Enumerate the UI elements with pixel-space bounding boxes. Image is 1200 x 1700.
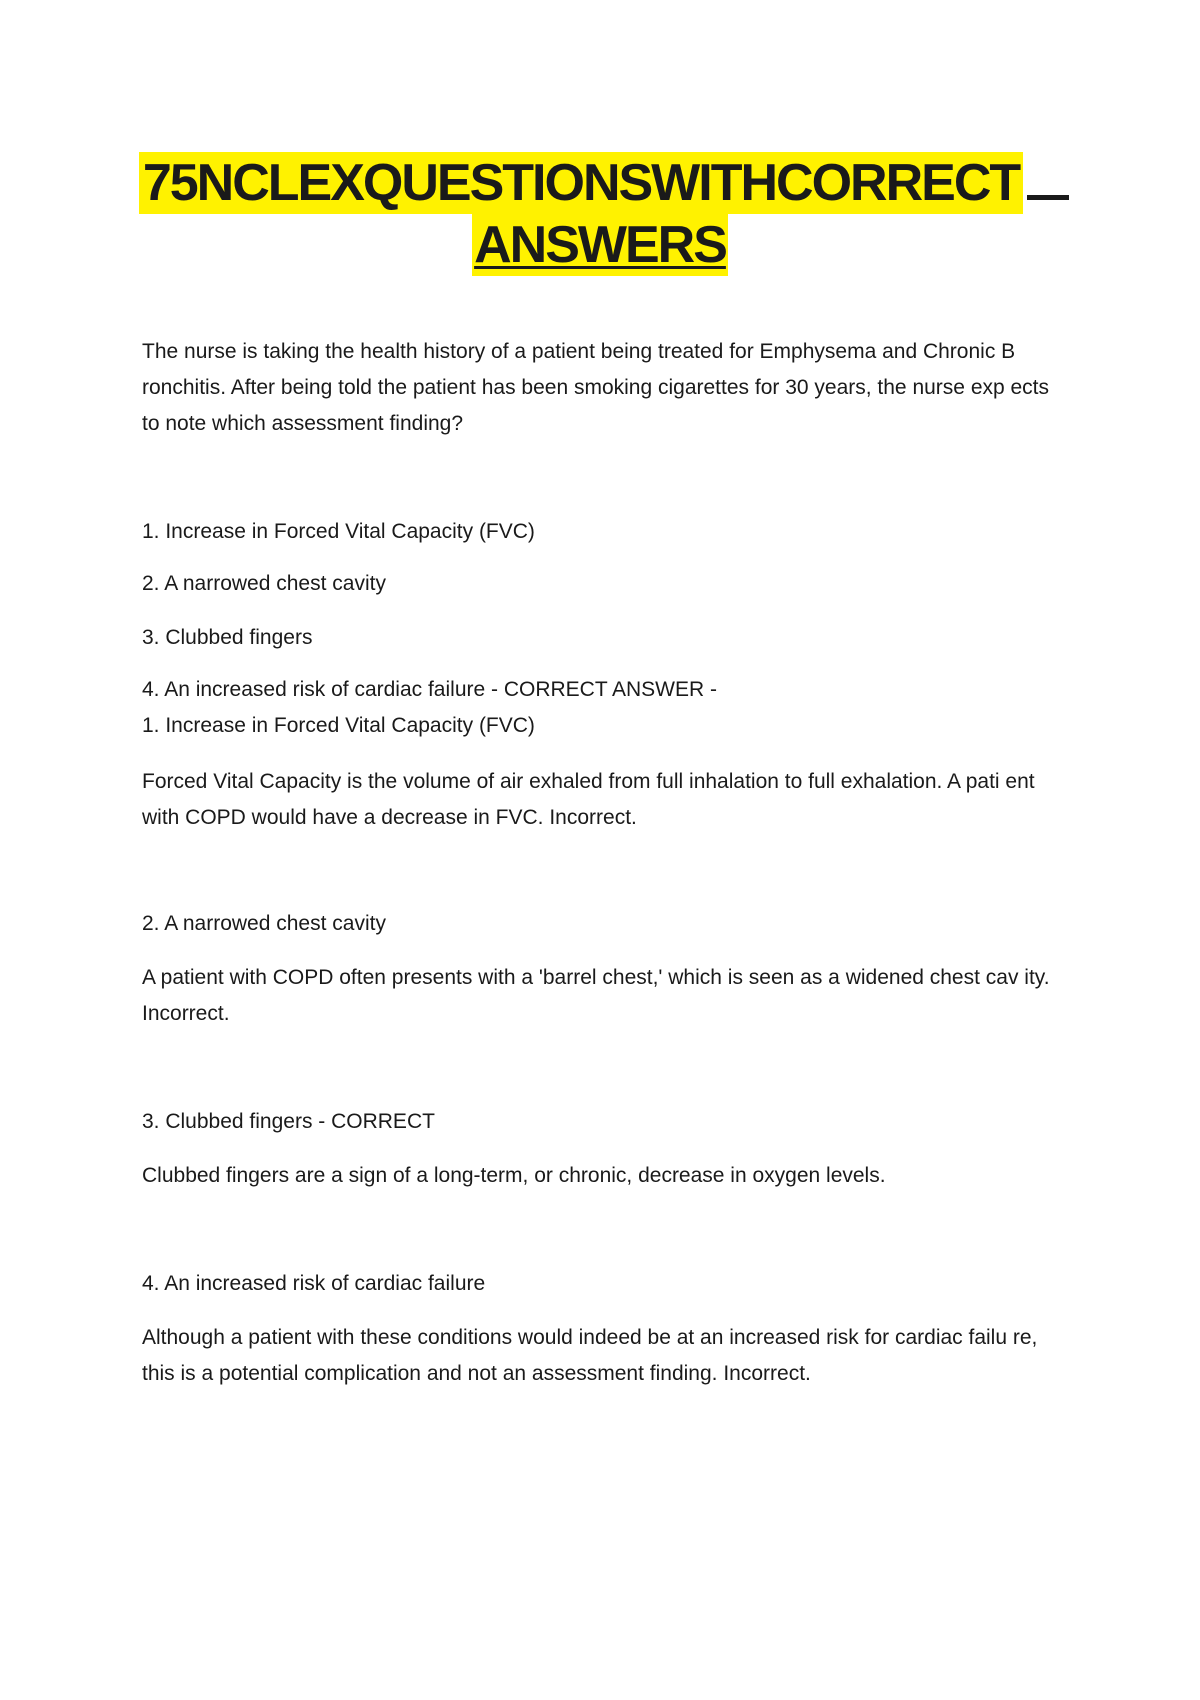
document-title <box>0 152 1200 276</box>
explanation-1-heading: 1. Increase in Forced Vital Capacity (FVC) <box>142 714 535 737</box>
title-line-2: ANSWERS <box>474 216 726 274</box>
explanation-2-text: A patient with COPD often presents with a 'barrel chest,' which is seen as a widened chest cav ity. Incorrect. <box>142 966 1050 1025</box>
option-4: 4. An increased risk of cardiac failure - CORRECT ANSWER - <box>142 678 717 701</box>
explanation-3-heading: 3. Clubbed fingers - CORRECT <box>142 1110 435 1133</box>
title-line-1: 75NCLEXQUESTIONSWITHCORRECT <box>139 152 1023 214</box>
explanation-4-heading: 4. An increased risk of cardiac failure <box>142 1272 486 1295</box>
title-underscore-mark <box>1027 195 1069 200</box>
option-2: 2. A narrowed chest cavity <box>142 572 386 595</box>
question-text: The nurse is taking the health history of a patient being treated for Emphysema and Chronic B ronchitis. After being told the patient has been smoking cigarettes for 30 years, the nurse exp ects to note which assessment finding? <box>142 340 1050 435</box>
explanation-2-heading: 2. A narrowed chest cavity <box>142 912 386 935</box>
explanation-4-text: Although a patient with these conditions would indeed be at an increased risk for cardiac failu re, this is a potential complication and not an assessment finding. Incorrect. <box>142 1326 1038 1385</box>
option-3: 3. Clubbed fingers <box>142 626 313 649</box>
explanation-1-text: Forced Vital Capacity is the volume of air exhaled from full inhalation to full exhalation. A pati ent with COPD would have a decrease in FVC. Incorrect. <box>142 770 1035 829</box>
option-1: 1. Increase in Forced Vital Capacity (FVC) <box>142 520 535 543</box>
explanation-3-text: Clubbed fingers are a sign of a long-term, or chronic, decrease in oxygen levels. <box>142 1164 886 1187</box>
